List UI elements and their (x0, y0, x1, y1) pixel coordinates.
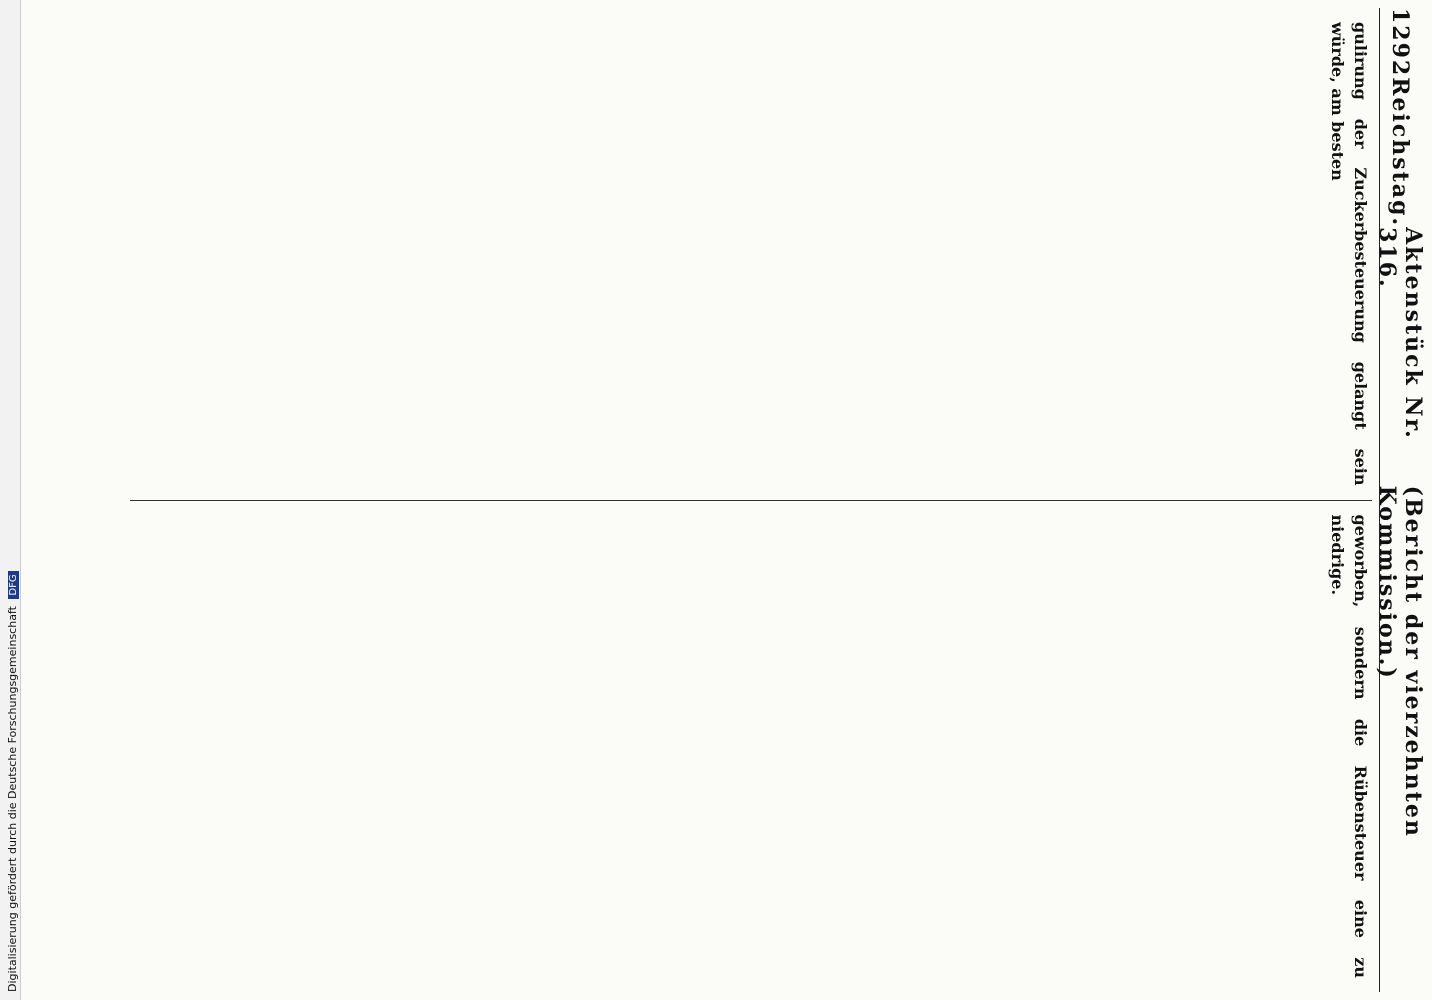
digitization-credit (6, 571, 19, 992)
dfg-logo: DFG (8, 571, 19, 598)
left-column (130, 8, 1372, 500)
right-column-first-line: geworben, sondern die Rübensteuer eine zu niedrige. (1327, 514, 1370, 978)
page-header (1374, 8, 1426, 992)
page-frame (130, 8, 1426, 992)
digitization-margin (0, 0, 21, 1000)
right-column (130, 500, 1372, 993)
text-columns (130, 8, 1372, 992)
digitization-text: Digitalisierung gefördert durch die Deutsche Forschungsgemeinschaft (6, 606, 19, 992)
header-subtitle: (Bericht der vierzehnten Kommission.) (1374, 485, 1426, 838)
document-number: Aktenstück Nr. 316. (1374, 227, 1426, 440)
header-title: Reichstag. (1387, 77, 1413, 228)
rotated-page (130, 8, 1426, 992)
page-number: 1292 (1387, 8, 1413, 78)
left-column-first-line: gulirung der Zuckerbesteuerung gelangt sein würde, am besten (1327, 22, 1370, 486)
